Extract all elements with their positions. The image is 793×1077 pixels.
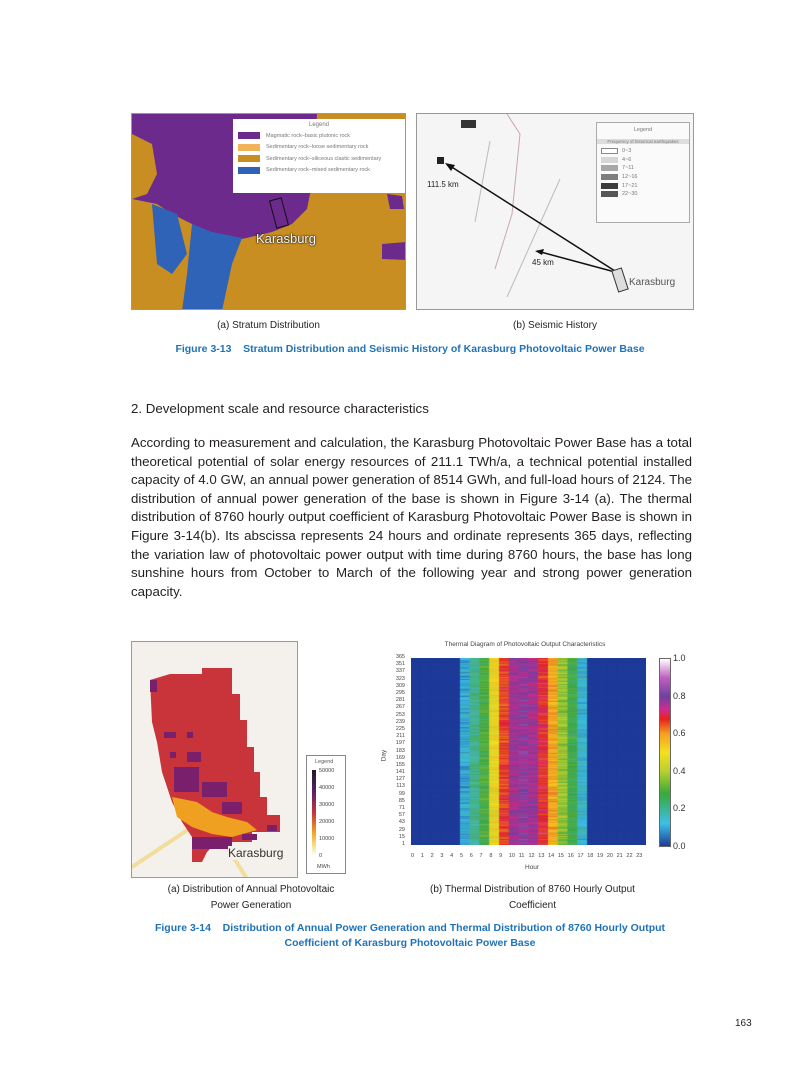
generation-legend [306, 755, 346, 874]
heatmap-ylabel: Day [380, 749, 388, 762]
legend-title: Legend [315, 759, 334, 765]
y-tick-label: 281 [395, 697, 405, 704]
heatmap-plot [411, 658, 646, 845]
generation-map [131, 641, 298, 878]
colorbar-tick-label: 0.4 [673, 765, 686, 776]
y-tick-label: 15 [398, 833, 405, 840]
y-tick-label: 225 [395, 725, 405, 732]
caption-3-13b: (b) Seismic History [513, 320, 597, 331]
y-tick-label: 183 [395, 747, 405, 754]
x-tick-label: 7 [479, 853, 483, 859]
legend-tick: 20000 [319, 819, 335, 825]
x-tick-label: 5 [459, 853, 464, 859]
y-tick-label: 295 [395, 689, 405, 696]
y-tick-label: 113 [396, 783, 405, 790]
y-tick-label: 99 [398, 790, 405, 797]
y-tick-label: 43 [398, 819, 405, 826]
place-label: Karasburg [228, 846, 284, 860]
caption-3-14a-line2: Power Generation [210, 900, 292, 911]
legend-item: Sedimentary rock–loose sedimentary rock [238, 142, 400, 154]
x-tick-label: 14 [548, 853, 555, 859]
place-label: Karasburg [629, 277, 676, 288]
heatmap-cells [411, 658, 646, 845]
caption-3-13a: (a) Stratum Distribution [217, 320, 320, 331]
figure-3-14-title-line2: Coefficient of Karasburg Photovoltaic Power Base [284, 937, 536, 949]
x-tick-label: 0 [411, 853, 415, 859]
colorbar [312, 770, 316, 856]
x-tick-label: 10 [508, 853, 516, 859]
colorbar-tick-label: 0.6 [673, 728, 686, 739]
legend-item: 7~11 [601, 164, 685, 173]
x-tick-label: 16 [567, 853, 574, 859]
legend-item: 0~3 [601, 147, 685, 156]
y-tick-label: 155 [395, 761, 405, 768]
x-tick-label: 9 [499, 853, 503, 859]
heatmap-title: Thermal Diagram of Photovoltaic Output Characteristics [444, 641, 606, 648]
figure-3-13-title: Figure 3-13 Stratum Distribution and Seismic History of Karasburg Photovoltaic Power Base [175, 343, 645, 355]
seismic-map [416, 113, 694, 310]
x-tick-label: 13 [538, 853, 545, 859]
y-tick-label: 323 [395, 675, 405, 682]
x-tick-label: 2 [430, 853, 434, 859]
legend-item: 12~16 [601, 173, 685, 182]
y-tick-label: 309 [395, 682, 405, 689]
x-tick-label: 11 [518, 853, 525, 859]
y-tick-label: 197 [395, 740, 405, 747]
x-tick-label: 4 [450, 853, 454, 859]
legend-title: Legend [308, 122, 330, 128]
stratum-legend [233, 119, 405, 193]
heatmap-xlabel: Hour [525, 864, 540, 871]
colorbar-tick-label: 0.2 [673, 803, 686, 814]
x-tick-label: 3 [440, 853, 444, 859]
legend-item: Sedimentary rock–siliceous clastic sedimentary [238, 153, 400, 165]
legend-item: 4~6 [601, 156, 685, 165]
y-tick-label: 71 [398, 805, 405, 812]
legend-tick: 0 [319, 853, 323, 859]
y-tick-label: 29 [398, 826, 405, 833]
legend-tick: 50000 [319, 768, 335, 774]
distance-near-label: 45 km [532, 258, 554, 267]
legend-tick: 30000 [319, 802, 335, 808]
legend-item: 17~21 [601, 181, 685, 190]
y-tick-label: 85 [398, 797, 405, 804]
legend-tick: 10000 [319, 836, 335, 842]
colorbar-tick-label: 0.8 [673, 690, 686, 701]
legend-title: Legend [633, 127, 653, 133]
x-tick-label: 23 [636, 853, 643, 859]
legend-subtitle: Frequency of historical earthquakes [597, 139, 689, 144]
x-tick-label: 15 [557, 853, 564, 859]
y-tick-label: 337 [395, 668, 405, 675]
x-tick-label: 8 [489, 853, 493, 859]
y-tick-label: 141 [395, 769, 405, 776]
legend-item: Sedimentary rock–mixed sedimentary rock [238, 165, 400, 177]
y-tick-label: 57 [398, 812, 405, 819]
generation-map-graphic [132, 642, 298, 878]
y-tick-label: 267 [395, 704, 405, 711]
x-tick-label: 20 [606, 853, 613, 859]
seismic-legend [596, 122, 690, 223]
legend-item: Magmatic rock–basic plutonic rock [238, 130, 400, 142]
section-heading: 2. Development scale and resource characteristics [131, 401, 429, 416]
x-tick-label: 1 [420, 853, 424, 859]
body-paragraph: According to measurement and calculation, the Karasburg Photovoltaic Power Base has a total theoretical potential of solar energy resources of 211.1 TWh/a, a technical potential installed capacity of 4.0 GW, an annual power generation of 8514 GWh, and full-load hours of 2124. The distribution of annual power generation of the base is shown in Figure 3-14 (a). The thermal distribution of 8760 hourly output coefficient of Karasburg Photovoltaic Power Base is shown in Figure 3-14(b). Its abscissa represents 24 hours and ordinate represents 365 days, reflecting the variation law of photovoltaic power output with time during 8760 hours, the base has long sunshine hours from October to March of the following year and strong power generation capacity. [131, 435, 692, 599]
legend-tick: 40000 [319, 785, 335, 791]
figure-3-14-title-line1: Figure 3-14 Distribution of Annual Power Generation and Thermal Distribution of 8760 Hourly Output [154, 922, 666, 934]
x-tick-label: 17 [577, 853, 584, 859]
y-tick-label: 127 [395, 776, 405, 783]
caption-3-14b-line1: (b) Thermal Distribution of 8760 Hourly Output [430, 884, 635, 895]
stratum-map [131, 113, 406, 310]
x-tick-label: 19 [597, 853, 604, 859]
page-number: 163 [735, 1018, 752, 1029]
y-tick-label: 351 [395, 661, 405, 668]
x-tick-label: 12 [528, 853, 535, 859]
y-tick-label: 211 [396, 733, 405, 740]
x-tick-label: 21 [616, 853, 623, 859]
colorbar-tick-label: 1.0 [673, 653, 686, 663]
heatmap-colorbar [659, 658, 671, 847]
x-tick-label: 22 [626, 853, 633, 859]
caption-3-14b-line2: Coefficient [508, 900, 557, 911]
legend-unit: MWh [317, 864, 330, 870]
y-tick-label: 365 [395, 654, 405, 660]
y-tick-label: 1 [401, 841, 405, 847]
x-tick-label: 18 [587, 853, 594, 859]
distance-far-label: 111.5 km [427, 180, 459, 189]
y-tick-label: 253 [395, 711, 405, 718]
legend-item: 22~30 [601, 190, 685, 199]
y-tick-label: 239 [395, 718, 405, 725]
y-tick-label: 169 [395, 754, 405, 761]
x-tick-label: 6 [469, 853, 473, 859]
place-label: Karasburg [256, 231, 316, 246]
colorbar-tick-label: 0.0 [673, 841, 686, 851]
caption-3-14a-line1: (a) Distribution of Annual Photovoltaic [167, 884, 335, 895]
